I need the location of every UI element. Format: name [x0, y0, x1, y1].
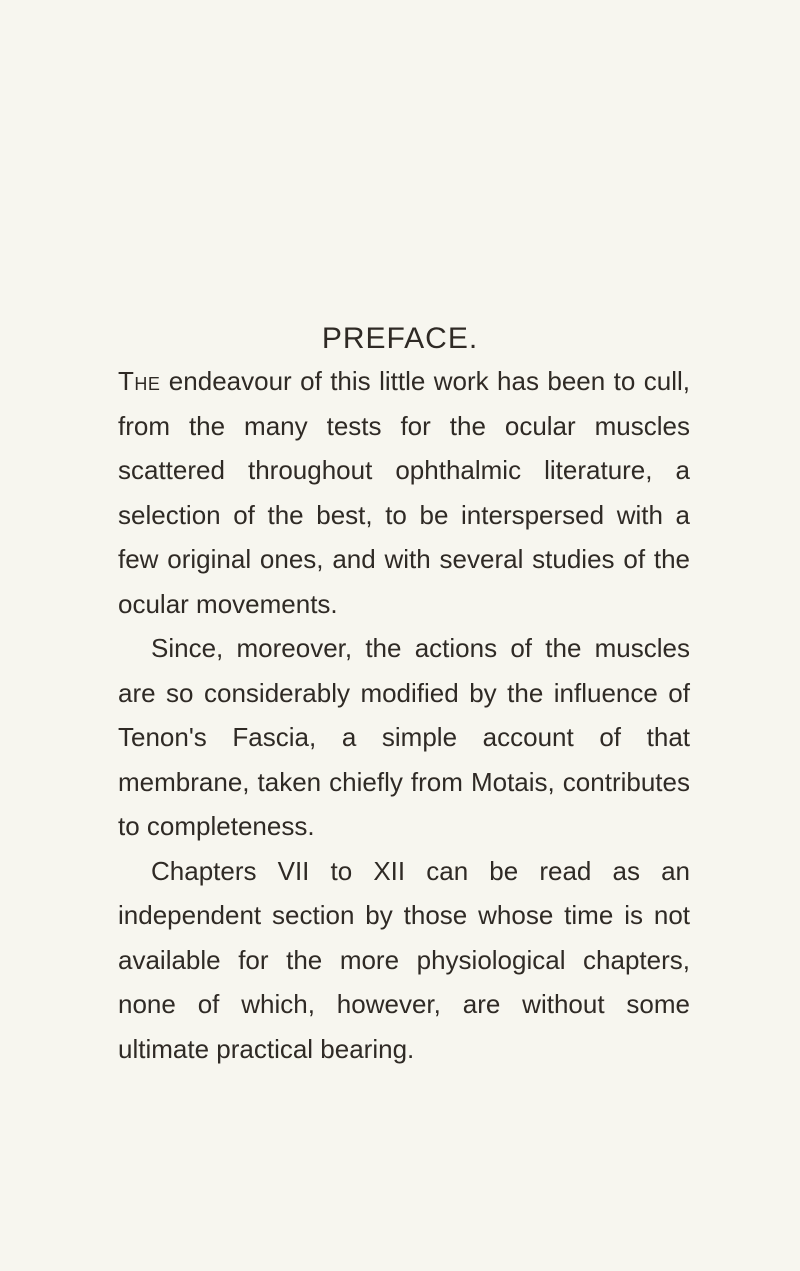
page-title: PREFACE. [321, 322, 479, 355]
paragraph-1-text: endeavour of this little work has been to cull, from the many tests for the ocular muscles scattered throughout ophthalmic literature, a selection of the best, to be interspersed with a few original ones, and with several studies of the ocular movements. [118, 366, 690, 619]
paragraph-1 [118, 359, 690, 626]
paragraph-3: Chapters VII to XII can be read as an independent section by those whose time is not available for the more physiological chapters, none of which, however, are without some ultimate practical bearing. [118, 855, 690, 1064]
preface-body [118, 359, 690, 1071]
paragraph-lead-word: The [118, 366, 161, 396]
paragraph-2: Since, moreover, the actions of the muscles are so considerably modified by the influence of Tenon's Fascia, a simple account of that membrane, taken chiefly from Motais, contributes to completeness. [118, 633, 690, 841]
